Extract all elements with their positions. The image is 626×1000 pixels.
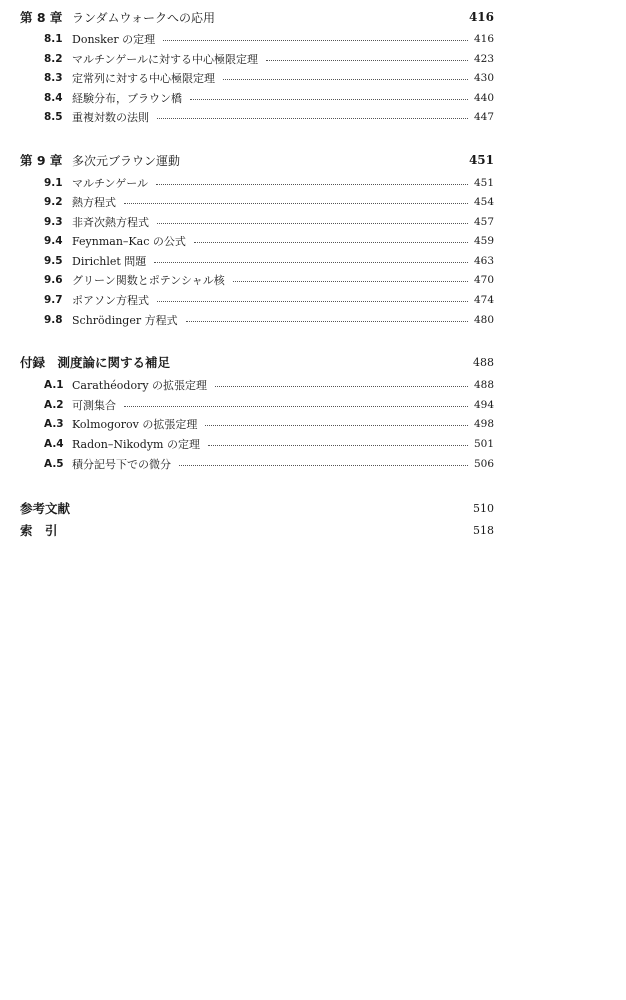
section-number: 8.3 xyxy=(44,72,63,84)
section-title: グリーン関数とポテンシャル核 xyxy=(72,274,225,287)
section-title: 経験分布，ブラウン橋 xyxy=(72,92,182,105)
dot-leader xyxy=(233,281,468,282)
section-page: 506 xyxy=(474,458,495,470)
section-title: Dirichlet 問題 xyxy=(72,255,147,268)
dot-leader xyxy=(156,184,468,185)
section-number: 9.6 xyxy=(44,274,63,286)
section-number: 9.5 xyxy=(44,255,63,267)
index-page: 518 xyxy=(473,523,494,537)
section-page: 440 xyxy=(474,92,495,104)
section-page: 488 xyxy=(474,379,495,391)
section-page: 454 xyxy=(474,196,495,208)
dot-leader xyxy=(179,465,468,466)
chapter-page: 451 xyxy=(468,153,494,167)
section-page: 501 xyxy=(474,438,495,450)
dot-leader xyxy=(190,99,468,100)
dot-leader xyxy=(154,262,468,263)
section-number: A.4 xyxy=(44,438,64,450)
section-number: 9.7 xyxy=(44,294,63,306)
section-title: Radon–Nikodym の定理 xyxy=(72,438,200,451)
dot-leader xyxy=(208,445,468,446)
appendix-heading[interactable] xyxy=(20,353,494,371)
toc-entry-8-1[interactable] xyxy=(20,30,494,48)
section-title: 非斉次熱方程式 xyxy=(72,216,149,229)
section-page: 494 xyxy=(474,399,495,411)
section-title: マルチンゲールに対する中心極限定理 xyxy=(72,53,259,66)
section-number: 9.2 xyxy=(44,196,63,208)
toc-entry-a-4[interactable] xyxy=(20,435,494,453)
section-number: 8.5 xyxy=(44,111,63,123)
references-page: 510 xyxy=(473,501,494,515)
section-number: A.3 xyxy=(44,418,64,430)
dot-leader xyxy=(157,223,468,224)
toc-entry-9-2[interactable] xyxy=(20,193,494,211)
toc-entry-9-1[interactable] xyxy=(20,174,494,192)
section-title: Feynman–Kac の公式 xyxy=(72,235,186,248)
toc-entry-a-1[interactable] xyxy=(20,376,494,394)
toc-entry-a-2[interactable] xyxy=(20,396,494,414)
section-title: 重複対数の法則 xyxy=(72,111,149,124)
section-page: 470 xyxy=(474,274,495,286)
section-page: 430 xyxy=(474,72,495,84)
toc-entry-8-5[interactable] xyxy=(20,108,494,126)
references-entry[interactable] xyxy=(20,499,494,517)
toc-entry-a-5[interactable] xyxy=(20,455,494,473)
chapter-number: 第 9 章 xyxy=(20,153,63,168)
toc-entry-9-4[interactable] xyxy=(20,232,494,250)
section-title: ポアソン方程式 xyxy=(72,294,149,307)
section-number: A.5 xyxy=(44,458,64,470)
dot-leader xyxy=(215,386,468,387)
section-number: 9.1 xyxy=(44,177,63,189)
section-number: 8.2 xyxy=(44,53,63,65)
section-number: 8.4 xyxy=(44,92,63,104)
section-page: 416 xyxy=(474,33,495,45)
toc-entry-9-5[interactable] xyxy=(20,252,494,270)
chapter-title: ランダムウォークへの応用 xyxy=(72,10,216,25)
section-number: A.2 xyxy=(44,399,64,411)
section-number: 9.4 xyxy=(44,235,63,247)
section-page: 451 xyxy=(474,177,495,189)
dot-leader xyxy=(266,60,468,61)
section-title: 熱方程式 xyxy=(72,196,116,209)
section-page: 498 xyxy=(474,418,495,430)
section-page: 447 xyxy=(474,111,495,123)
section-title: 定常列に対する中心極限定理 xyxy=(72,72,215,85)
dot-leader xyxy=(124,203,468,204)
dot-leader xyxy=(186,321,468,322)
chapter-8-heading[interactable] xyxy=(20,8,494,26)
chapter-page: 416 xyxy=(468,10,494,24)
toc-entry-9-7[interactable] xyxy=(20,291,494,309)
toc-entry-a-3[interactable] xyxy=(20,415,494,433)
section-number: 9.3 xyxy=(44,216,63,228)
chapter-title: 多次元ブラウン運動 xyxy=(72,153,181,168)
section-page: 463 xyxy=(474,255,495,267)
section-title: Kolmogorov の拡張定理 xyxy=(72,418,198,431)
chapter-number: 第 8 章 xyxy=(20,10,63,25)
dot-leader xyxy=(223,79,468,80)
section-title: Schrödinger 方程式 xyxy=(72,314,178,327)
section-title: Donsker の定理 xyxy=(72,33,156,46)
section-page: 459 xyxy=(474,235,495,247)
section-number: 9.8 xyxy=(44,314,63,326)
section-number: 8.1 xyxy=(44,33,63,45)
toc-entry-8-4[interactable] xyxy=(20,89,494,107)
toc-entry-8-2[interactable] xyxy=(20,50,494,68)
dot-leader xyxy=(163,40,468,41)
section-page: 474 xyxy=(474,294,495,306)
dot-leader xyxy=(124,406,468,407)
section-page: 423 xyxy=(474,53,495,65)
index-title: 索 引 xyxy=(20,523,58,538)
dot-leader xyxy=(157,301,468,302)
toc-entry-9-8[interactable] xyxy=(20,311,494,329)
references-title: 参考文献 xyxy=(20,501,71,516)
index-entry[interactable] xyxy=(20,521,494,539)
dot-leader xyxy=(205,425,468,426)
section-title: マルチンゲール xyxy=(72,177,149,190)
toc-entry-8-3[interactable] xyxy=(20,69,494,87)
section-title: 積分記号下での微分 xyxy=(72,458,171,471)
dot-leader xyxy=(194,242,468,243)
section-number: A.1 xyxy=(44,379,64,391)
chapter-9-heading[interactable] xyxy=(20,151,494,169)
dot-leader xyxy=(157,118,468,119)
section-page: 480 xyxy=(474,314,495,326)
appendix-title: 付録 測度論に関する補足 xyxy=(20,355,171,370)
section-title: 可測集合 xyxy=(72,399,116,412)
appendix-page: 488 xyxy=(473,355,494,369)
section-title: Carathéodory の拡張定理 xyxy=(72,379,208,392)
toc-entry-9-6[interactable] xyxy=(20,271,494,289)
toc-entry-9-3[interactable] xyxy=(20,213,494,231)
section-page: 457 xyxy=(474,216,495,228)
